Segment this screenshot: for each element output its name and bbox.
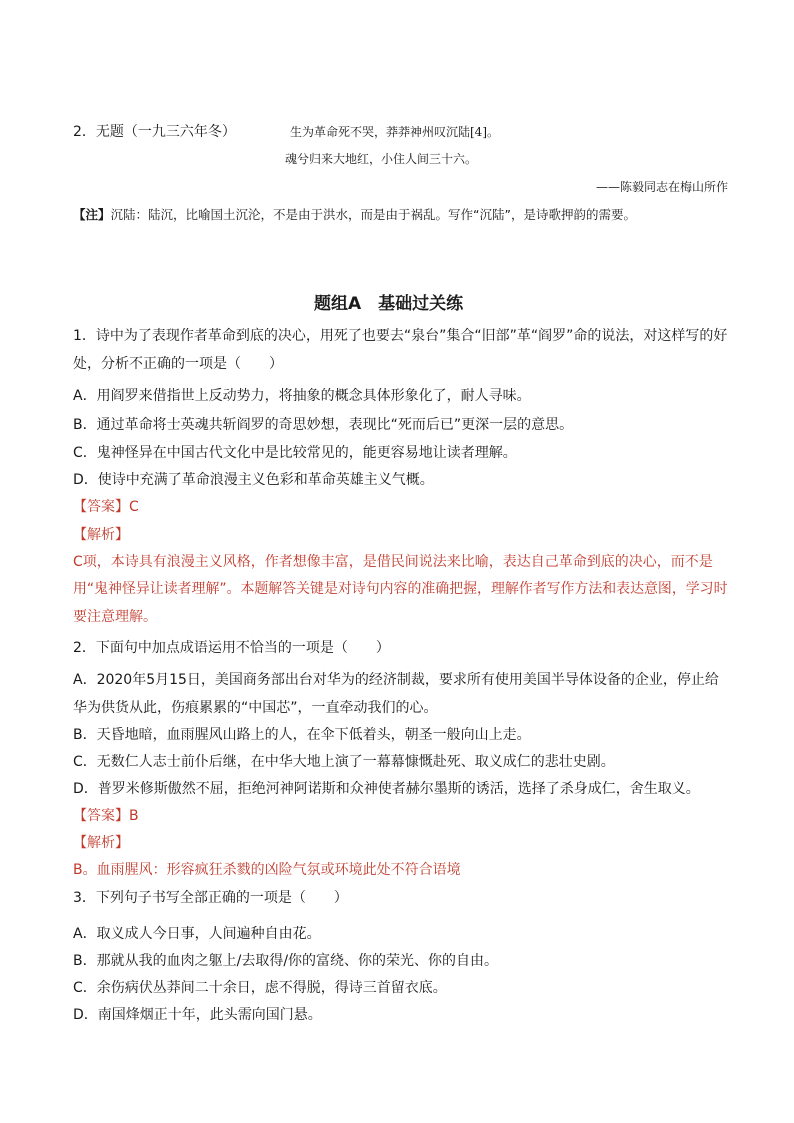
poem-note — [73, 206, 636, 224]
q3-option-b: B．那就从我的血肉之躯上/去取得/你的富绕、你的荣光、你的自由。 — [73, 953, 499, 969]
q1-analysis-line-1: C项，本诗具有浪漫主义风格，作者想像丰富，是借民间说法来比喻，表达自己革命到底的决心，而不是 — [73, 554, 713, 570]
q1-option-d: D．使诗中充满了革命浪漫主义色彩和革命英雄主义气概。 — [73, 472, 434, 488]
q1-analysis-label: 【解析】 — [73, 527, 129, 543]
q1-analysis-line-3: 要注意理解。 — [73, 609, 157, 625]
note-text: 沉陆：陆沉，比喻国土沉沦，不是由于洪水，而是由于祸乱。写作“沉陆”，是诗歌押韵的需要。 — [110, 207, 636, 222]
q2-option-b: B．天昏地暗，血雨腥风山路上的人，在伞下低着头，朝圣一般向山上走。 — [73, 727, 531, 743]
poem-line-2: 魂兮归来大地红，小住人间三十六。 — [285, 152, 478, 166]
q1-analysis-line-2: 用“鬼神怪异让读者理解”。本题解答关键是对诗句内容的准确把握，理解作者写作方法和表达意图，学习时 — [73, 581, 728, 597]
q2-option-a-line-1: A．2020年5月15日，美国商务部出台对华为的经济制裁，要求所有使用美国半导体设备的企业，停止给 — [73, 672, 719, 688]
q2-answer: 【答案】B — [73, 808, 139, 824]
q3-option-d: D．南国烽烟正十年，此头需向国门悬。 — [73, 1007, 322, 1023]
q3-option-a: A．取义成人今日事，人间遍种自由花。 — [73, 926, 321, 942]
q2-analysis: B。血雨腥风：形容疯狂杀戮的凶险气氛或环境此处不符合语境 — [73, 862, 461, 878]
poem-attribution: ——陈毅同志在梅山所作 — [596, 180, 729, 194]
q3-option-c: C．余伤病伏丛莽间二十余日，虑不得脱，得诗三首留衣底。 — [73, 980, 447, 996]
q1-option-b: B．通过革命将士英魂共斩阎罗的奇思妙想，表现比“死而后已”更深一层的意思。 — [73, 417, 574, 433]
q1-stem-line-1: 1．诗中为了表现作者革命到底的决心，用死了也要去“泉台”集合“旧部”革“阎罗”命的说法，对这样写的好 — [73, 328, 728, 344]
q3-stem: 3．下列句子书写全部正确的一项是（ ） — [73, 890, 348, 906]
q2-option-c: C．无数仁人志士前仆后继，在中华大地上演了一幕幕慷慨赴死、取义成仁的悲壮史剧。 — [73, 754, 615, 770]
q1-option-a: A．用阎罗来借指世上反动势力，将抽象的概念具体形象化了，耐人寻味。 — [73, 388, 531, 404]
q1-stem-line-2: 处，分析不正确的一项是（ ） — [73, 356, 283, 372]
note-label: 【注】 — [73, 207, 111, 222]
q2-analysis-label: 【解析】 — [73, 835, 129, 851]
q2-option-a-line-2: 华为供货从此，伤痕累累的“中国芯”，一直牵动我们的心。 — [73, 700, 438, 716]
poem-title: 2．无题（一九三六年冬） — [73, 124, 236, 140]
q1-option-c: C．鬼神怪异在中国古代文化中是比较常见的，能更容易地让读者理解。 — [73, 445, 517, 461]
q2-stem: 2．下面句中加点成语运用不恰当的一项是（ ） — [73, 640, 390, 656]
q2-option-d: D．普罗米修斯傲然不屈，拒绝河神阿诺斯和众神使者赫尔墨斯的诱活，选择了杀身成仁，舍生取义。 — [73, 781, 700, 797]
section-title: 题组A 基础过关练 — [314, 294, 464, 314]
q1-answer: 【答案】C — [73, 499, 139, 515]
poem-line-1: 生为革命死不哭，莽莽神州叹沉陆[4]。 — [290, 125, 499, 139]
